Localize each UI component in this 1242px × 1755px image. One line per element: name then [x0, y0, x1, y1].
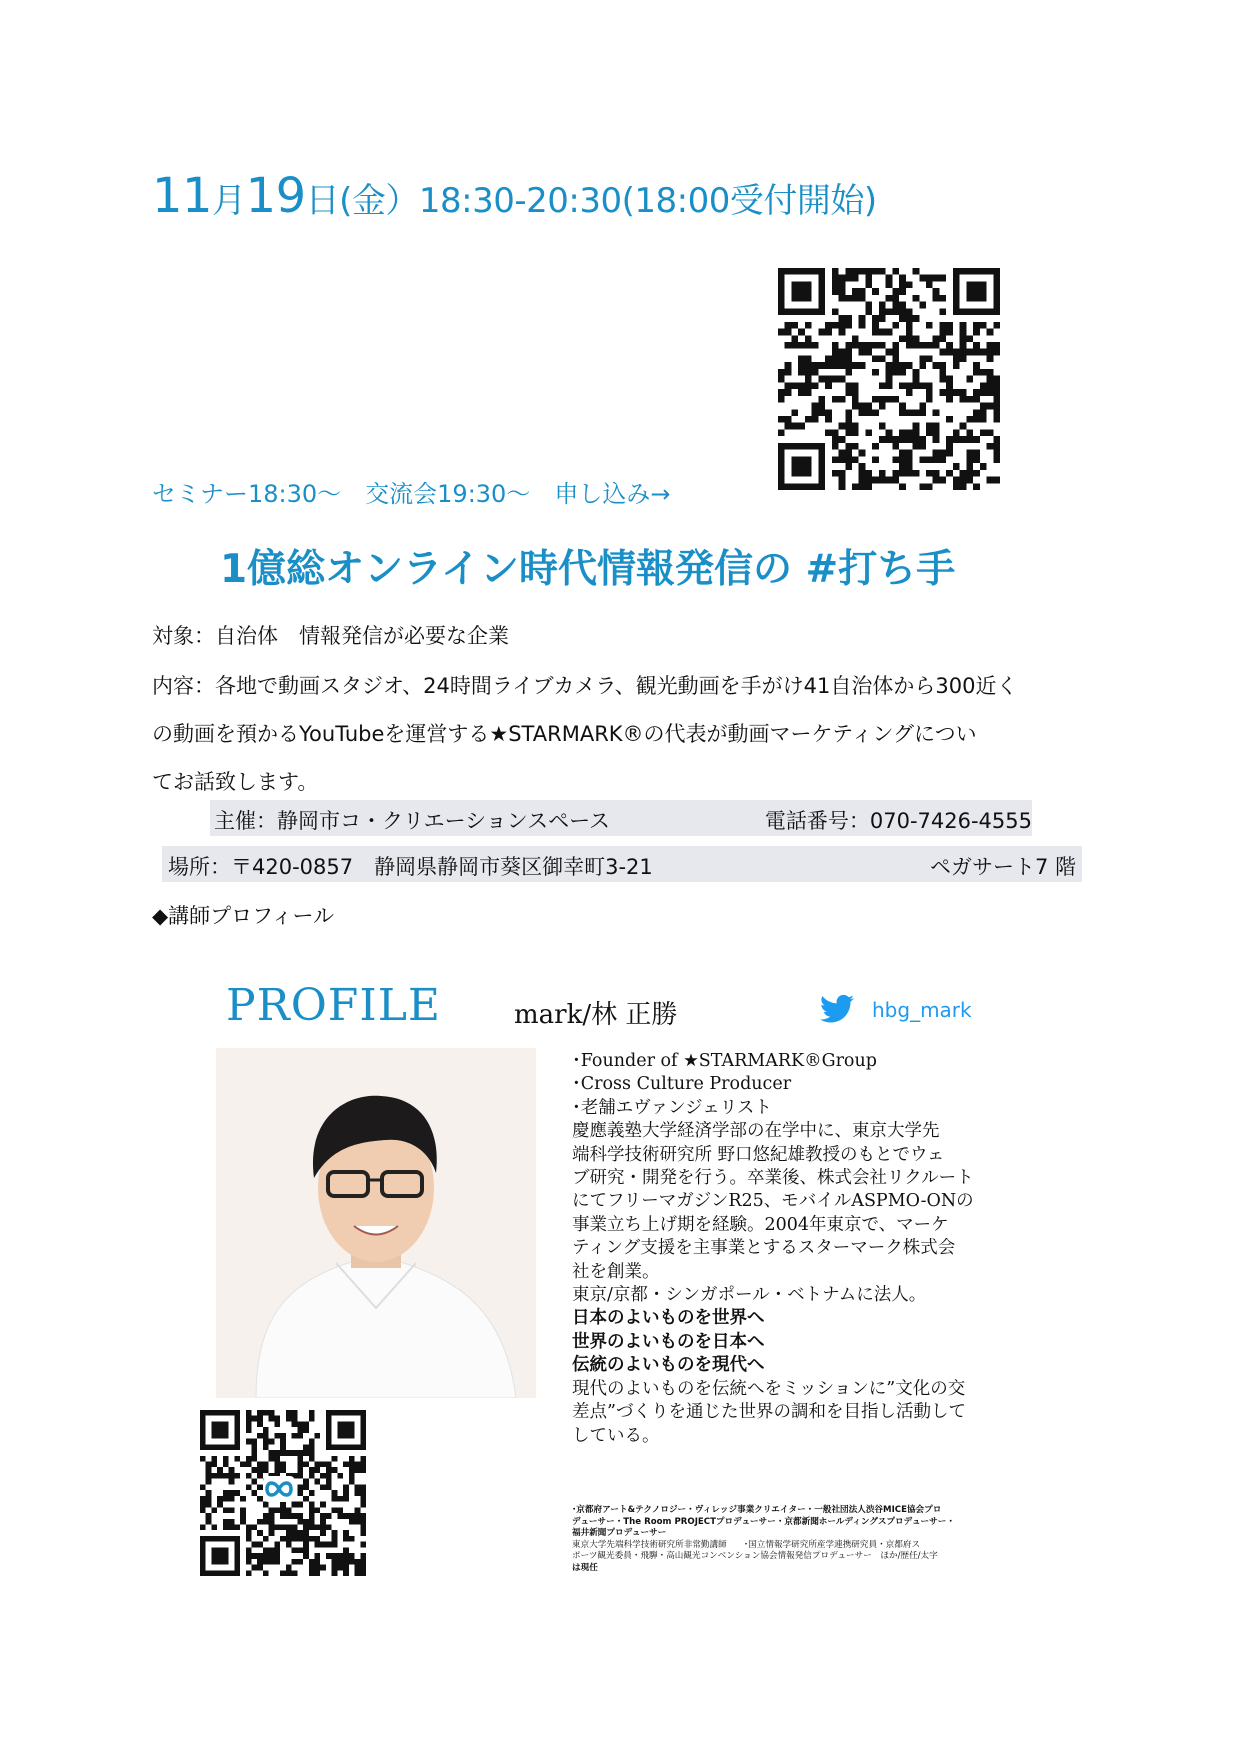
phone-number: 電話番号：070-7426-4555	[764, 809, 1032, 833]
date-day: 19	[245, 168, 306, 224]
date-time: (金）18:30-20:30(18:00受付開始)	[339, 181, 877, 221]
schedule-line: セミナー18:30～ 交流会19:30～ 申し込み→	[152, 480, 671, 508]
lecturer-heading: ◆講師プロフィール	[152, 904, 335, 928]
lecturer-photo	[216, 1048, 536, 1398]
venue-building: ペガサート7 階	[929, 855, 1076, 879]
profile-heading: PROFILE	[226, 980, 442, 1031]
content-line-2: の動画を預かるYouTubeを運営する★STARMARK®の代表が動画マーケティングについ	[152, 722, 977, 746]
infinity-logo-icon	[263, 1477, 295, 1501]
registration-qr-code[interactable]	[778, 268, 1000, 490]
content-line-1: 内容：各地で動画スタジオ、24時間ライブカメラ、観光動画を手がけ41自治体から300近く	[152, 674, 1018, 698]
host-name: 主催：静岡市コ・クリエーションスペース	[214, 809, 611, 833]
twitter-handle[interactable]: hbg_mark	[872, 998, 972, 1022]
target-audience: 対象：自治体 情報発信が必要な企業	[152, 624, 509, 648]
twitter-icon[interactable]	[820, 994, 854, 1024]
content-line-3: てお話致します。	[152, 770, 319, 794]
event-date: 11月19日(金）18:30-20:30(18:00受付開始)	[152, 168, 877, 224]
host-bar	[210, 800, 1032, 836]
venue-address: 場所：〒420-0857 静岡県静岡市葵区御幸町3-21	[168, 855, 653, 879]
career-notes: ･京都府アート&テクノロジー・ヴィレッジ事業クリエイター・一般社団法人渋谷MICE協会プロ デューサー・The Room PROJECTプロデューサー・京都新聞ホールディングスプロデューサー・ 福井新聞プロデューサー 東京大学先端科学技術研究所非常勤講師 ･国立情報学研究所産学連携研究員・京都府ス ポーツ観光委員・飛騨・高山観光コンベンション協会情報発信プロデューサー ほか/歴任/太字 は現任	[572, 1505, 955, 1573]
profile-bio: ･Founder of ★STARMARK®Group ･Cross Culture Producer ･老舗エヴァンジェリスト 慶應義塾大学経済学部の在学中に、東京大学先 端科学技術研究所 野口悠紀雄教授のもとでウェ ブ研究・開発を行う。卒業後、株式会社リクルート にてフリーマガジンR25、モバイルASPMO-ONの 事業立ち上げ期を経験。2004年東京で、マーケ ティング支援を主事業とするスターマーク株式会 社を創業。 東京/京都・シンガポール・ベトナムに法人。 日本のよいものを世界へ 世界のよいものを日本へ 伝統のよいものを現代へ 現代のよいものを伝統へをミッションに”文化の交 差点”づくりを通じた世界の調和を目指し活動して している。	[572, 1051, 974, 1446]
profile-name: mark/林 正勝	[514, 1000, 678, 1030]
date-month: 11	[152, 168, 213, 224]
place-bar	[162, 846, 1082, 882]
event-title: 1億総オンライン時代情報発信の #打ち手	[220, 547, 956, 592]
